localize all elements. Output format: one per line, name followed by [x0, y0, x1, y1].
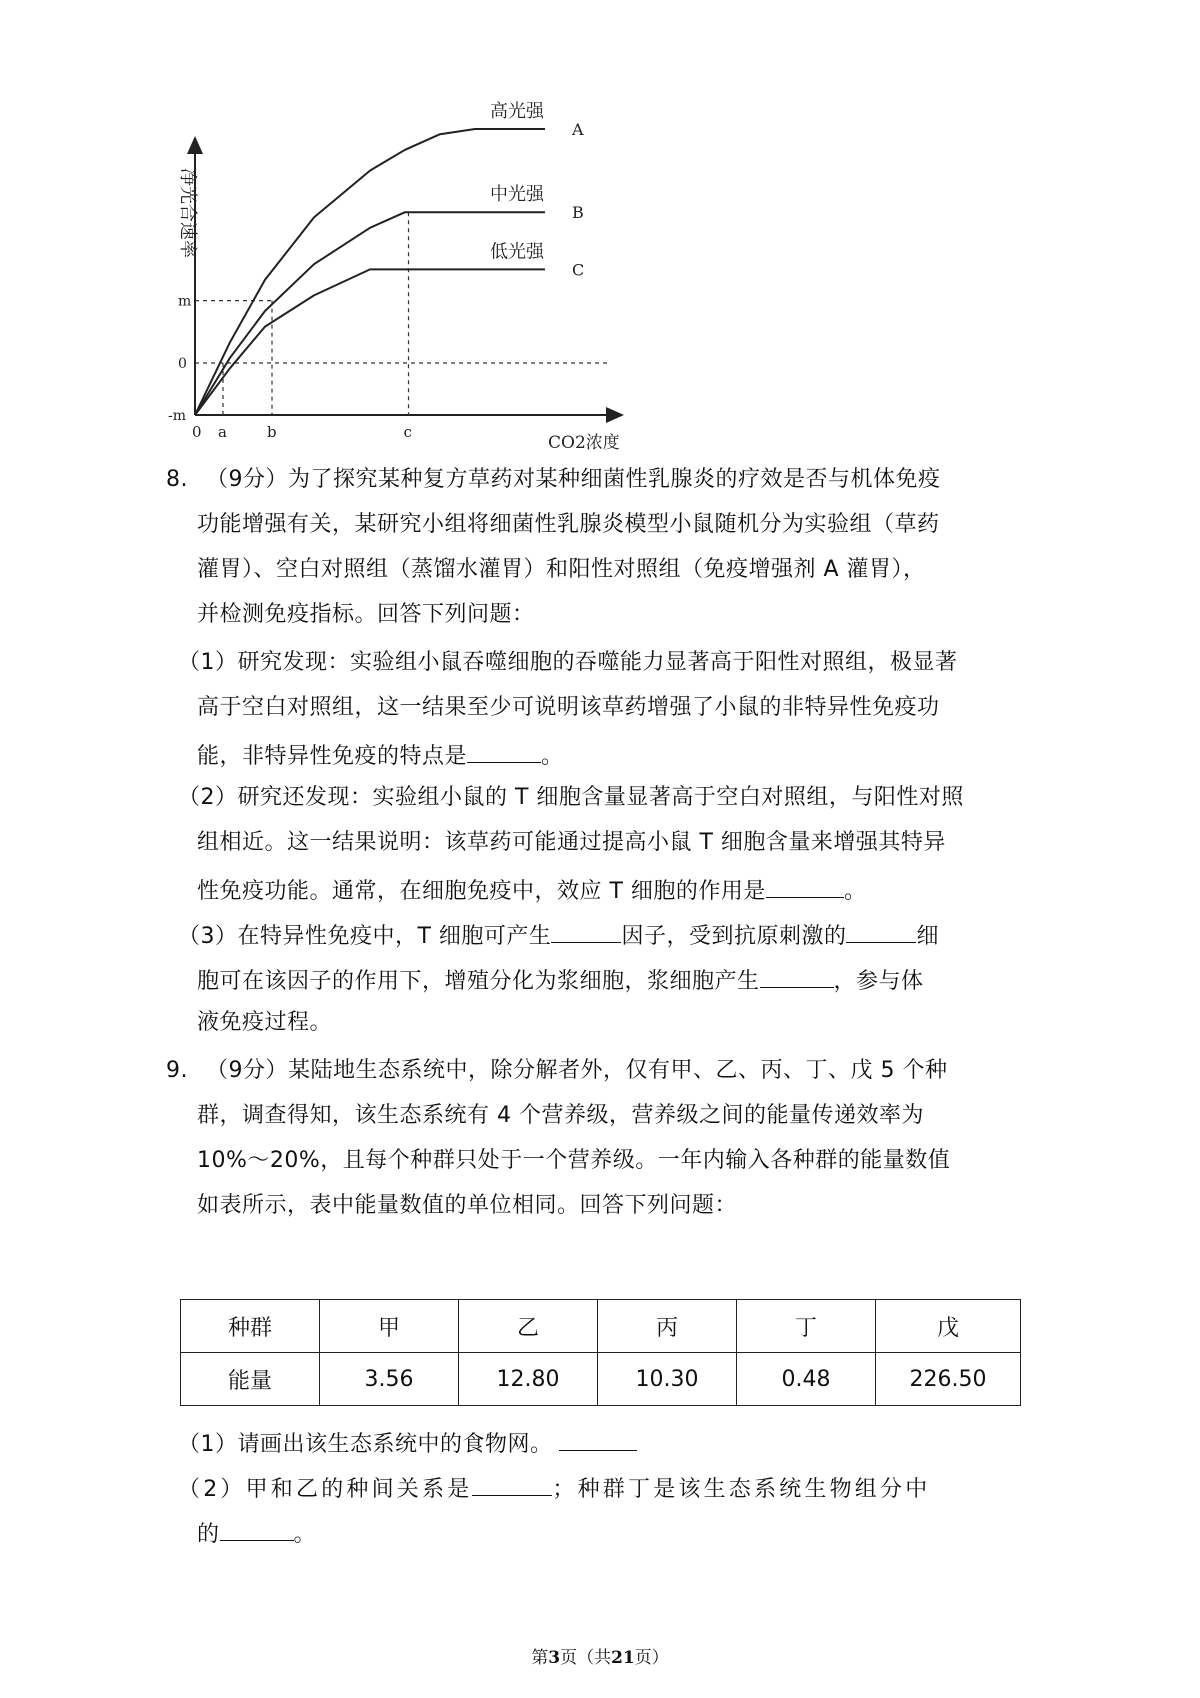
series-label: 低光强: [490, 241, 544, 263]
table-cell: 能量: [181, 1353, 320, 1406]
question-8-number: 8.: [166, 467, 188, 492]
answer-blank[interactable]: [220, 1516, 294, 1541]
question-9-line-1: [166, 1056, 947, 1086]
q8-sub3-text-4: 胞可在该因子的作用下，增殖分化为浆细胞，浆细胞产生: [197, 969, 760, 994]
question-9-line-2: 群，调查得知，该生态系统有 4 个营养级，营养级之间的能量传递效率为: [197, 1103, 924, 1128]
photosynthesis-chart: [160, 101, 630, 460]
q9-sub2-text-2: ；种群丁是该生态系统生物组分中: [552, 1477, 931, 1502]
question-8-line-2: 功能增强有关，某研究小组将细菌性乳腺炎模型小鼠随机分为实验组（草药: [197, 512, 940, 537]
q9-sub1-line: [178, 1426, 637, 1460]
table-cell: 12.80: [459, 1353, 598, 1406]
q8-sub2-line-3: [197, 873, 866, 907]
x-tick-label: c: [403, 423, 412, 441]
answer-blank[interactable]: [467, 738, 541, 763]
q8-sub3-text-2: 因子，受到抗原刺激的: [621, 924, 847, 949]
question-9-line-4: 如表所示，表中能量数值的单位相同。回答下列问题：: [197, 1193, 738, 1218]
table-cell: 乙: [459, 1300, 598, 1353]
footer-pre: 第: [531, 1648, 549, 1668]
table-cell: 丙: [598, 1300, 737, 1353]
series-end-label: A: [572, 120, 584, 139]
question-8-text-1: （9分）为了探究某种复方草药对某种细菌性乳腺炎的疗效是否与机体免疫: [206, 467, 941, 492]
series-label: 中光强: [490, 184, 544, 206]
series-line: [195, 129, 545, 415]
q9-sub2-text-3: 的: [197, 1522, 220, 1547]
answer-blank[interactable]: [766, 873, 844, 898]
table-cell: 10.30: [598, 1353, 737, 1406]
q8-sub2-text: 性免疫功能。通常，在细胞免疫中，效应 T 细胞的作用是: [197, 879, 766, 904]
answer-blank[interactable]: [760, 963, 834, 988]
question-8-line-3: 灌胃）、空白对照组（蒸馏水灌胃）和阳性对照组（免疫增强剂 A 灌胃），: [197, 557, 926, 582]
table-cell: 226.50: [876, 1353, 1021, 1406]
q8-sub3-text-5: ，参与体: [833, 969, 924, 994]
question-8-line-1: [166, 465, 941, 495]
question-8-line-4: 并检测免疫指标。回答下列问题：: [197, 602, 535, 627]
y-axis-label: 净光合速率: [177, 168, 198, 258]
q8-sub2-line-2: 组相近。这一结果说明：该草药可能通过提高小鼠 T 细胞含量来增强其特异: [197, 830, 946, 855]
x-tick-label: b: [267, 423, 277, 441]
y-tick-label: -m: [168, 408, 187, 424]
series-label: 高光强: [490, 101, 544, 122]
answer-blank[interactable]: [846, 918, 916, 943]
q8-sub1-line-1: （1）研究发现：实验组小鼠吞噬细胞的吞噬能力显著高于阳性对照组，极显著: [178, 650, 958, 675]
table-cell: 0.48: [737, 1353, 876, 1406]
q8-sub2-line-1: （2）研究还发现：实验组小鼠的 T 细胞含量显著高于空白对照组，与阳性对照: [178, 785, 964, 810]
total-pages: 21: [611, 1648, 635, 1668]
q8-sub3-line-2: [197, 963, 924, 997]
q9-sub2-line-1: [178, 1471, 930, 1505]
q8-sub1-line-3: [197, 738, 564, 772]
answer-blank[interactable]: [551, 918, 621, 943]
answer-blank[interactable]: [472, 1471, 552, 1496]
q8-sub3-line-3: 液免疫过程。: [197, 1010, 333, 1035]
x-tick-label: 0: [192, 423, 202, 441]
table-cell: 丁: [737, 1300, 876, 1353]
q8-sub3-text-1: （3）在特异性免疫中，T 细胞可产生: [178, 924, 552, 949]
y-tick-label: 0: [178, 356, 187, 372]
series-end-label: B: [572, 203, 584, 223]
x-axis-label: CO2浓度: [548, 433, 620, 453]
q9-sub2-line-2: [197, 1516, 316, 1550]
question-9-text-1: （9分）某陆地生态系统中，除分解者外，仅有甲、乙、丙、丁、戊 5 个种: [206, 1058, 948, 1083]
q8-sub1-text: 能，非特异性免疫的特点是: [197, 744, 468, 769]
series-end-label: C: [572, 260, 585, 280]
footer-mid: 页（共: [560, 1648, 612, 1668]
y-tick-label: m: [178, 293, 192, 310]
q8-sub1-line-2: 高于空白对照组，这一结果至少可说明该草药增强了小鼠的非特异性免疫功: [197, 695, 940, 720]
table-row: [181, 1353, 1021, 1406]
q8-sub3-text-3: 细: [916, 924, 939, 949]
q8-sub1-end: 。: [541, 744, 564, 769]
table-cell: 戊: [876, 1300, 1021, 1353]
table-header-row: [181, 1300, 1021, 1353]
q9-sub2-end: 。: [293, 1522, 317, 1547]
series-line: [195, 269, 545, 415]
question-9-line-3: 10%～20%，且每个种群只处于一个营养级。一年内输入各种群的能量数值: [197, 1148, 951, 1173]
q9-sub2-text-1: （2）甲和乙的种间关系是: [178, 1477, 473, 1502]
page-number: 3: [548, 1648, 561, 1668]
q9-sub1-text: （1）请画出该生态系统中的食物网。: [178, 1432, 553, 1457]
answer-blank[interactable]: [559, 1426, 637, 1451]
table-cell: 甲: [320, 1300, 459, 1353]
q8-sub3-line-1: [178, 918, 939, 952]
page-footer: [0, 1643, 1200, 1668]
table-cell: 3.56: [320, 1353, 459, 1406]
energy-table: [180, 1299, 1021, 1406]
table-cell: 种群: [181, 1300, 320, 1353]
footer-post: 页）: [634, 1648, 669, 1668]
x-tick-label: a: [218, 423, 227, 441]
q8-sub2-end: 。: [843, 879, 867, 904]
question-9-number: 9.: [166, 1058, 188, 1083]
